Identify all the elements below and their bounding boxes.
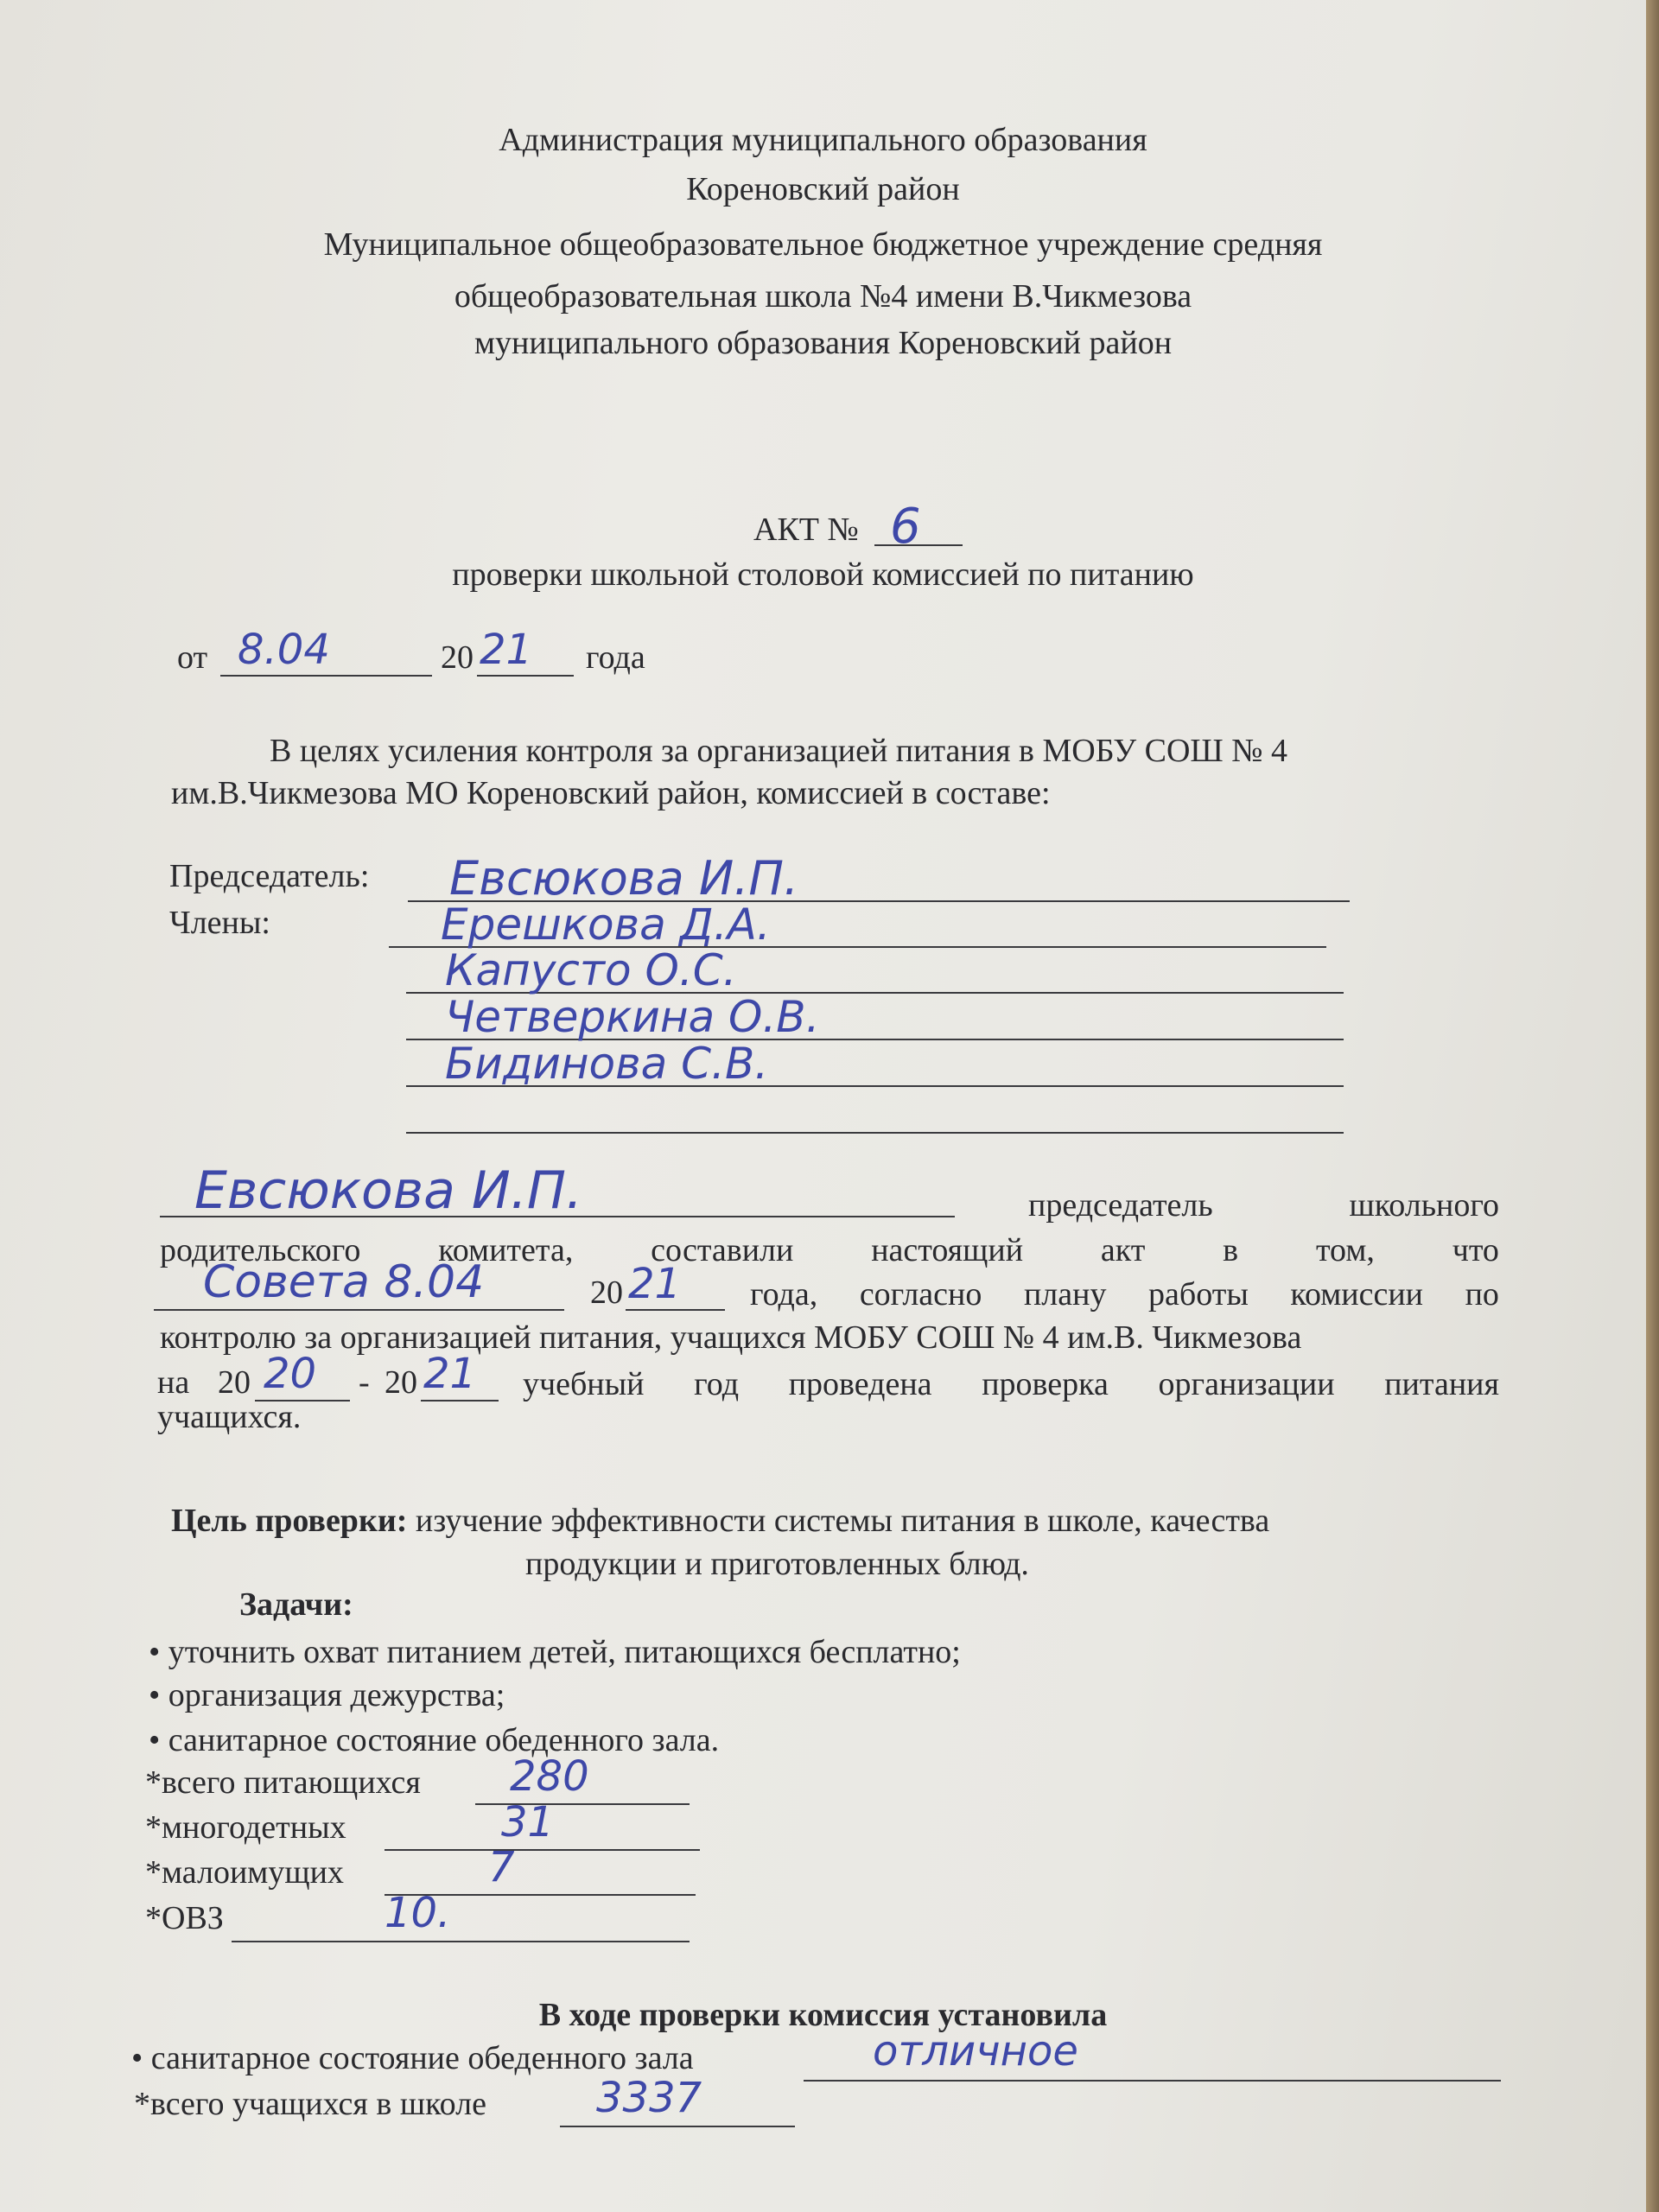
body-y1-prefix: 20: [218, 1364, 251, 1401]
word: проведена: [788, 1366, 932, 1402]
word: в: [1223, 1232, 1239, 1268]
word: год: [694, 1366, 740, 1402]
tasks-label: Задачи:: [239, 1586, 353, 1623]
word: родительского: [160, 1232, 361, 1268]
date-line: [220, 675, 432, 677]
task-item-2: • организация дежурства;: [149, 1677, 505, 1713]
stat-ovz-value: 10.: [385, 1889, 451, 1937]
body-year-suffix: 21: [628, 1260, 682, 1308]
stat-poor-value: 7: [488, 1843, 515, 1891]
body-line1-right: [1028, 1186, 1499, 1224]
goal-line1: [171, 1503, 1269, 1540]
word: года,: [750, 1276, 818, 1313]
stat-large-value: 31: [501, 1798, 555, 1847]
task-item-3: • санитарное состояние обеденного зала.: [149, 1722, 720, 1758]
word: акт: [1100, 1232, 1146, 1268]
word: проверка: [982, 1366, 1109, 1402]
word: председатель: [1028, 1187, 1213, 1224]
word: комитета,: [438, 1232, 574, 1268]
members-label: Члены:: [169, 905, 270, 941]
findings-students-line: [560, 2126, 795, 2127]
word: согласно: [859, 1276, 982, 1313]
body-line5-right: [523, 1365, 1499, 1403]
word: настоящий: [871, 1232, 1024, 1268]
header-district: Кореновский район: [686, 171, 960, 207]
place-date: Совета 8.04: [203, 1256, 485, 1308]
member-name-1: Ерешкова Д.А.: [441, 899, 771, 950]
chair-label: Председатель:: [169, 858, 370, 894]
intro-line1: В целях усиления контроля за организацией питания в МОБУ СОШ № 4: [270, 733, 1287, 769]
header-administration: Администрация муниципального образования: [499, 122, 1147, 158]
word: школьного: [1349, 1187, 1499, 1224]
act-title: АКТ №: [753, 512, 859, 548]
body-line4: контролю за организацией питания, учащихся МОБУ СОШ № 4 им.В. Чикмезова: [160, 1319, 1302, 1356]
body-year-prefix: 20: [590, 1274, 623, 1311]
goal-text2: продукции и приготовленных блюд.: [525, 1546, 1029, 1582]
intro-line2: им.В.Чикмезова МО Кореновский район, комиссией в составе:: [171, 775, 1051, 811]
body-y2-suffix: 21: [423, 1350, 477, 1398]
task-item-1: • уточнить охват питанием детей, питающихся бесплатно;: [149, 1634, 961, 1670]
chair-name: Евсюкова И.П.: [449, 851, 799, 906]
findings-title: В ходе проверки комиссия установила: [538, 1997, 1108, 2033]
body-year-line: [626, 1309, 725, 1311]
member-name-4: Бидинова С.В.: [445, 1039, 769, 1089]
goal-label: Цель проверки:: [171, 1503, 408, 1539]
word: организации: [1158, 1366, 1335, 1402]
word: том,: [1315, 1232, 1375, 1268]
paper-edge-background: [1646, 0, 1659, 2212]
findings-students-label: *всего учащихся в школе: [134, 2086, 486, 2122]
word: комиссии: [1290, 1276, 1424, 1313]
body-line6: учащихся.: [157, 1399, 302, 1435]
word: питания: [1384, 1366, 1499, 1402]
findings-sanitary-label: • санитарное состояние обеденного зала: [131, 2040, 694, 2076]
findings-sanitary-value: отличное: [873, 2027, 1078, 2075]
body-on: на: [157, 1364, 190, 1401]
word: по: [1465, 1276, 1499, 1313]
word: работы: [1148, 1276, 1249, 1313]
stat-large-line: [385, 1849, 700, 1851]
stat-total-label: *всего питающихся: [145, 1764, 421, 1801]
body-y2-prefix: 20: [385, 1364, 417, 1401]
stat-ovz-line: [232, 1941, 690, 1942]
member-line-5: [406, 1132, 1344, 1134]
stat-total-value: 280: [510, 1752, 589, 1801]
act-number: 6: [890, 499, 921, 555]
stat-poor-label: *малоимущих: [145, 1854, 344, 1891]
act-year-suffix: 21: [480, 626, 533, 674]
header-school-line3: муниципального образования Кореновский район: [474, 325, 1173, 361]
header-school-line2: общеобразовательная школа №4 имени В.Чикмезова: [454, 278, 1192, 315]
word: составили: [651, 1232, 794, 1268]
body-line3-right: [750, 1275, 1499, 1313]
act-date: 8.04: [238, 626, 330, 674]
member-name-2: Капусто О.С.: [445, 945, 737, 995]
member-name-3: Четверкина О.В.: [445, 992, 820, 1042]
stat-large-label: *многодетных: [145, 1809, 346, 1846]
word: что: [1452, 1232, 1499, 1268]
header-school-line1: Муниципальное общеобразовательное бюджетное учреждение средняя: [323, 226, 1323, 263]
body-y2-line: [421, 1400, 499, 1402]
date-prefix: от: [177, 639, 208, 676]
date-year-word: года: [586, 639, 645, 676]
person-name: Евсюкова И.П.: [194, 1160, 583, 1221]
goal-text1: изучение эффективности системы питания в школе, качества: [415, 1503, 1270, 1539]
word: учебный: [523, 1366, 645, 1402]
date-year-line: [477, 675, 574, 677]
findings-students-value: 3337: [596, 2074, 702, 2122]
body-dash: -: [359, 1364, 370, 1401]
findings-sanitary-line: [804, 2080, 1501, 2082]
place-date-line: [154, 1309, 564, 1311]
date-year-prefix: 20: [441, 639, 474, 676]
stat-ovz-label: *ОВЗ: [145, 1900, 224, 1936]
word: плану: [1023, 1276, 1107, 1313]
body-y1-suffix: 20: [264, 1350, 317, 1398]
act-subtitle: проверки школьной столовой комиссией по питанию: [452, 556, 1194, 593]
